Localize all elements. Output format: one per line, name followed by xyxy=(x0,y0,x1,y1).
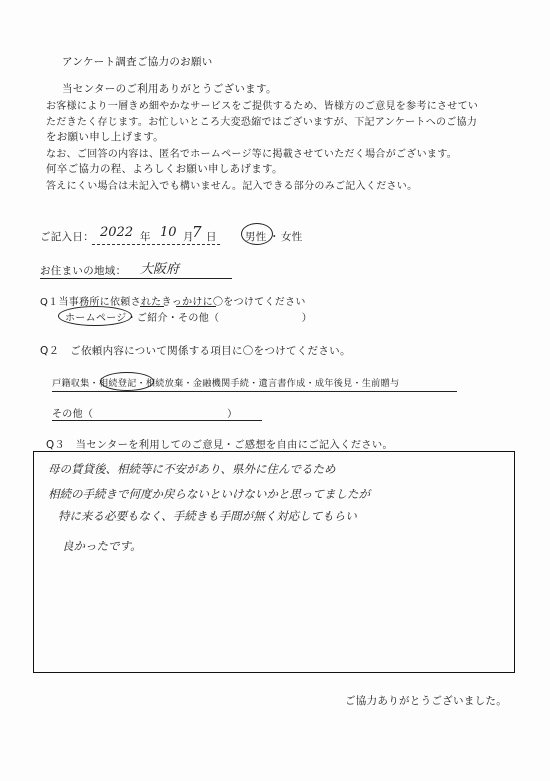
date-month-value[interactable]: 10 xyxy=(160,225,177,240)
q3-answer-line-3: 特に来る必要もなく、手続きも手間が無く対応してもらい xyxy=(58,509,357,523)
q2-options-underline xyxy=(52,391,457,392)
q2-other-underline xyxy=(52,420,262,421)
form-title: アンケート調査ご協力のお願い xyxy=(62,56,213,68)
date-month-unit: 月 xyxy=(183,231,194,243)
q3-question: Q３ 当センターを利用してのご意見・ご感想を自由にご記入ください。 xyxy=(46,439,394,451)
q2-other[interactable]: その他（ ） xyxy=(52,409,238,420)
q1-underline-2 xyxy=(176,306,216,307)
gender-female-option[interactable]: 女性 xyxy=(281,231,303,243)
intro-line-1: 当センターのご利用ありがとうございます。 xyxy=(62,83,277,95)
q1-options[interactable]: ホームページ・ご紹介・その他（ ） xyxy=(65,313,312,324)
q2-question: Q２ ご依頼内容について関係する項目に〇をつけてください。 xyxy=(40,345,351,357)
intro-line-5: なお、ご回答の内容は、匿名でホームページ等に掲載させていただく場合がございます。 xyxy=(46,149,457,160)
intro-line-6: 何卒ご協力の程、よろしくお願い申しあげます。 xyxy=(46,163,283,175)
gender-separator: ・ xyxy=(269,231,280,243)
q3-answer-box[interactable] xyxy=(33,451,515,673)
intro-line-4: をお願い申し上げます。 xyxy=(46,131,164,143)
q2-options[interactable]: 戸籍収集・相続登記・相続放棄・金融機関手続・遺言書作成・成年後見・生前贈与 xyxy=(52,378,400,389)
gender-male-option[interactable]: 男性 xyxy=(245,231,267,243)
intro-line-3: ただきたく存じます。お忙しいところ大変恐縮ではございますが、下記アンケートへのご協力 xyxy=(46,117,478,128)
date-year-value[interactable]: 2022 xyxy=(100,225,134,240)
address-underline xyxy=(40,278,232,279)
q1-underline-1 xyxy=(140,306,164,307)
q3-answer-line-2: 相続の手続きで何度か戻らないといけないかと思ってましたが xyxy=(48,487,370,501)
date-underline xyxy=(92,244,220,245)
date-day-unit: 日 xyxy=(206,231,217,243)
q3-answer-line-1: 母の賃貸後、相続等に不安があり、県外に住んでるため xyxy=(48,462,336,476)
intro-line-2: お客様により一層きめ細やかなサービスをご提供するため、皆様方のご意見を参考にさせてい xyxy=(46,101,479,112)
date-day-value[interactable]: 7 xyxy=(192,223,202,241)
address-value[interactable]: 大阪府 xyxy=(140,262,180,277)
q3-answer-line-4: 良かったです。 xyxy=(62,539,142,553)
address-label: お住まいの地域： xyxy=(40,265,127,277)
date-label: ご記入日： xyxy=(40,231,94,243)
q1-question: Q１当事務所に依頼されたきっかけに〇をつけてください xyxy=(40,297,306,308)
intro-line-7: 答えにくい場合は未記入でも構いません。記入できる部分のみご記入ください。 xyxy=(46,181,418,192)
footer-thanks: ご協力ありがとうございました。 xyxy=(345,695,507,707)
date-year-unit: 年 xyxy=(140,231,151,243)
